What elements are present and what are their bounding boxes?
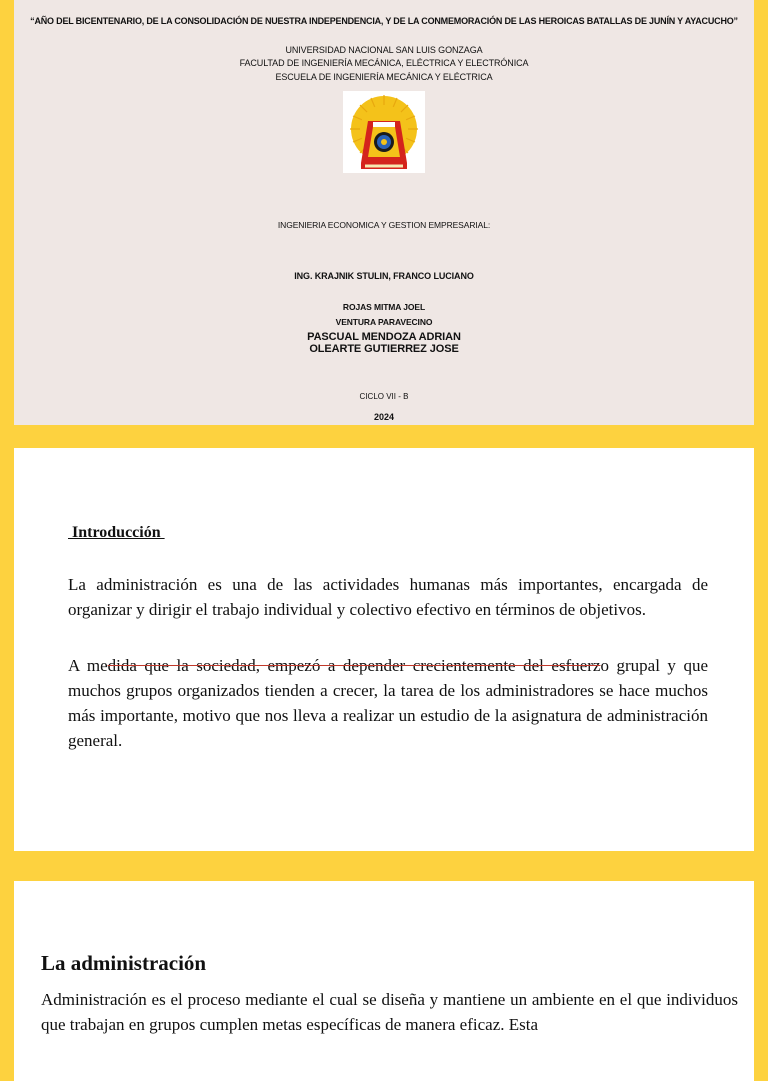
administration-paragraph: Administración es el proceso mediante el cual se diseña y mantiene un ambiente en el que individuos que trabajan en grupos cumplen metas específicas de manera eficaz. Esta <box>41 990 738 1034</box>
introduction-heading: Introducción <box>68 524 165 541</box>
paragraph-text: A me <box>68 656 108 675</box>
introduction-page <box>14 448 754 851</box>
motto-text: “AÑO DEL BICENTENARIO, DE LA CONSOLIDACIÓN DE NUESTRA INDEPENDENCIA, Y DE LA CONMEMORACIÓN DE LAS HEROICAS BATALLAS DE JUNÍN Y AYACUCHO” <box>30 16 738 26</box>
introduction-paragraph <box>68 653 708 753</box>
faculty-name: FACULTAD DE INGENIERÍA MECÁNICA, ELÉCTRICA Y ELECTRÓNICA <box>239 58 529 68</box>
student-name: PASCUAL MENDOZA ADRIAN <box>307 331 461 343</box>
cover-page <box>14 0 754 425</box>
administration-page <box>14 881 754 1081</box>
university-name: UNIVERSIDAD NACIONAL SAN LUIS GONZAGA <box>285 45 483 55</box>
cycle-label: CICLO VII - B <box>359 392 409 401</box>
school-name: ESCUELA DE INGENIERÍA MECÁNICA Y ELÉCTRICA <box>275 72 493 82</box>
administration-heading: La administración <box>41 951 207 975</box>
introduction-paragraph: La administración es una de las actividades humanas más importantes, encargada de organizar y dirigir el trabajo individual y colectivo efectivo en términos de objetivos. <box>68 575 708 619</box>
paragraph-text: o grupal y que muchos grupos organizados tienden a crecer, la tarea de los administradores se hace muchos más importante, motivo que nos lleva a realizar un estudio de la asignatura de administración general. <box>68 656 708 750</box>
struck-text: dida que la sociedad, empezó a depender crecientemente del esfuerz <box>107 656 601 675</box>
course-title: INGENIERIA ECONOMICA Y GESTION EMPRESARIAL: <box>277 220 491 230</box>
student-name: OLEARTE GUTIERREZ JOSE <box>309 343 459 355</box>
student-name: VENTURA PARAVECINO <box>335 317 433 327</box>
year-label: 2024 <box>373 412 395 422</box>
university-seal-icon <box>343 91 425 173</box>
student-name: ROJAS MITMA JOEL <box>342 302 426 312</box>
teacher-name: ING. KRAJNIK STULIN, FRANCO LUCIANO <box>294 271 474 281</box>
